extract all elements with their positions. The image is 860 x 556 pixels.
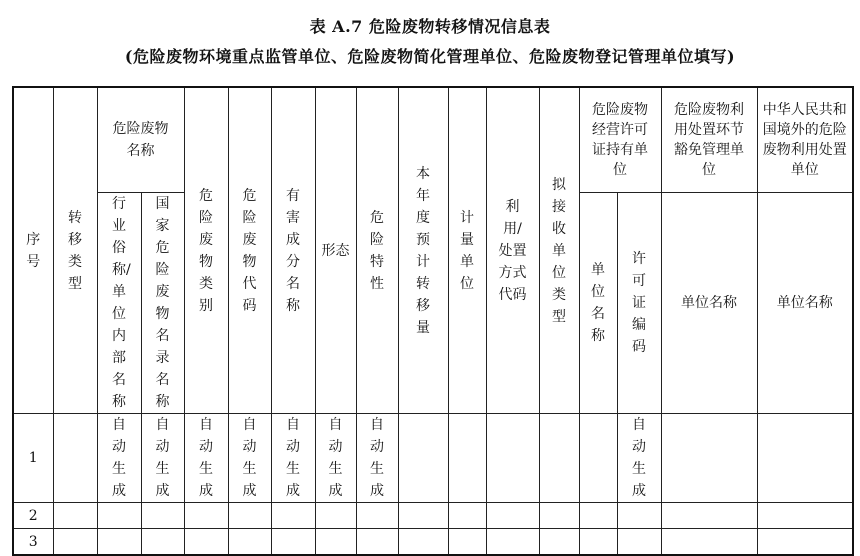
header-exempt-unit-name: 单位名称 [661, 193, 757, 414]
header-foreign-unit-name: 单位名称 [757, 193, 853, 414]
header-planned-amount: 本年度预计转移量 [398, 87, 448, 414]
cell-industry-name[interactable]: 自动生成 [97, 414, 141, 503]
cell-planned-amount[interactable] [398, 529, 448, 556]
cell-seq: 1 [13, 414, 53, 503]
cell-harmful[interactable]: 自动生成 [271, 414, 315, 503]
cell-planned-amount[interactable] [398, 414, 448, 503]
cell-planned-amount[interactable] [398, 503, 448, 529]
cell-unit[interactable] [448, 414, 486, 503]
table-row [13, 414, 853, 503]
header-unit-name: 单位名称 [579, 193, 617, 414]
cell-receiver-type[interactable] [539, 414, 579, 503]
cell-form[interactable] [315, 529, 356, 556]
header-form: 形态 [315, 87, 356, 414]
cell-seq: 3 [13, 529, 53, 556]
cell-exempt-unit-name[interactable] [661, 414, 757, 503]
header-property: 危险特性 [356, 87, 398, 414]
table-row [13, 503, 853, 529]
header-code: 危险废物代码 [228, 87, 271, 414]
cell-receiver-type[interactable] [539, 529, 579, 556]
cell-unit-name[interactable] [579, 414, 617, 503]
cell-form[interactable] [315, 503, 356, 529]
cell-foreign-unit-name[interactable] [757, 503, 853, 529]
header-unit: 计量单位 [448, 87, 486, 414]
cell-form[interactable]: 自动生成 [315, 414, 356, 503]
header-category: 危险废物类别 [184, 87, 228, 414]
cell-unit[interactable] [448, 503, 486, 529]
cell-foreign-unit-name[interactable] [757, 529, 853, 556]
hazardous-waste-transfer-table [12, 86, 854, 556]
cell-code[interactable] [228, 503, 271, 529]
cell-property[interactable] [356, 503, 398, 529]
table-subtitle: (危险废物环境重点监管单位、危险废物简化管理单位、危险废物登记管理单位填写) [124, 47, 736, 66]
header-national-name: 国家危险废物名录名称 [141, 193, 184, 414]
cell-code[interactable] [228, 529, 271, 556]
cell-license-code[interactable]: 自动生成 [617, 414, 661, 503]
cell-national-name[interactable] [141, 529, 184, 556]
cell-method-code[interactable] [486, 529, 539, 556]
cell-exempt-unit-name[interactable] [661, 529, 757, 556]
cell-industry-name[interactable] [97, 503, 141, 529]
cell-industry-name[interactable] [97, 529, 141, 556]
table-title: 表 A.7 危险废物转移情况信息表 [309, 17, 551, 36]
cell-category[interactable]: 自动生成 [184, 414, 228, 503]
cell-category[interactable] [184, 529, 228, 556]
cell-unit-name[interactable] [579, 529, 617, 556]
cell-harmful[interactable] [271, 529, 315, 556]
cell-national-name[interactable]: 自动生成 [141, 414, 184, 503]
table-row [13, 529, 853, 556]
cell-method-code[interactable] [486, 414, 539, 503]
header-exempt-group: 危险废物利用处置环节豁免管理单位 [661, 87, 757, 193]
header-seq: 序号 [13, 87, 53, 414]
cell-transfer-type[interactable] [53, 503, 97, 529]
cell-unit[interactable] [448, 529, 486, 556]
header-method-code: 利用/处置方式代码 [486, 87, 539, 414]
header-license-group: 危险废物经营许可证持有单位 [579, 87, 661, 193]
cell-license-code[interactable] [617, 529, 661, 556]
cell-property[interactable]: 自动生成 [356, 414, 398, 503]
header-foreign-group: 中华人民共和国境外的危险废物利用处置单位 [757, 87, 853, 193]
cell-transfer-type[interactable] [53, 414, 97, 503]
cell-transfer-type[interactable] [53, 529, 97, 556]
header-license-code: 许可证编码 [617, 193, 661, 414]
cell-seq: 2 [13, 503, 53, 529]
cell-method-code[interactable] [486, 503, 539, 529]
cell-category[interactable] [184, 503, 228, 529]
header-receiver-type: 拟接收单位类型 [539, 87, 579, 414]
header-industry-name: 行业俗称/单位内部名称 [97, 193, 141, 414]
cell-license-code[interactable] [617, 503, 661, 529]
cell-harmful[interactable] [271, 503, 315, 529]
cell-property[interactable] [356, 529, 398, 556]
header-transfer-type: 转移类型 [53, 87, 97, 414]
cell-code[interactable]: 自动生成 [228, 414, 271, 503]
cell-exempt-unit-name[interactable] [661, 503, 757, 529]
header-harmful-component: 有害成分名称 [271, 87, 315, 414]
cell-national-name[interactable] [141, 503, 184, 529]
cell-receiver-type[interactable] [539, 503, 579, 529]
cell-unit-name[interactable] [579, 503, 617, 529]
header-waste-name-group: 危险废物名称 [97, 87, 184, 193]
cell-foreign-unit-name[interactable] [757, 414, 853, 503]
